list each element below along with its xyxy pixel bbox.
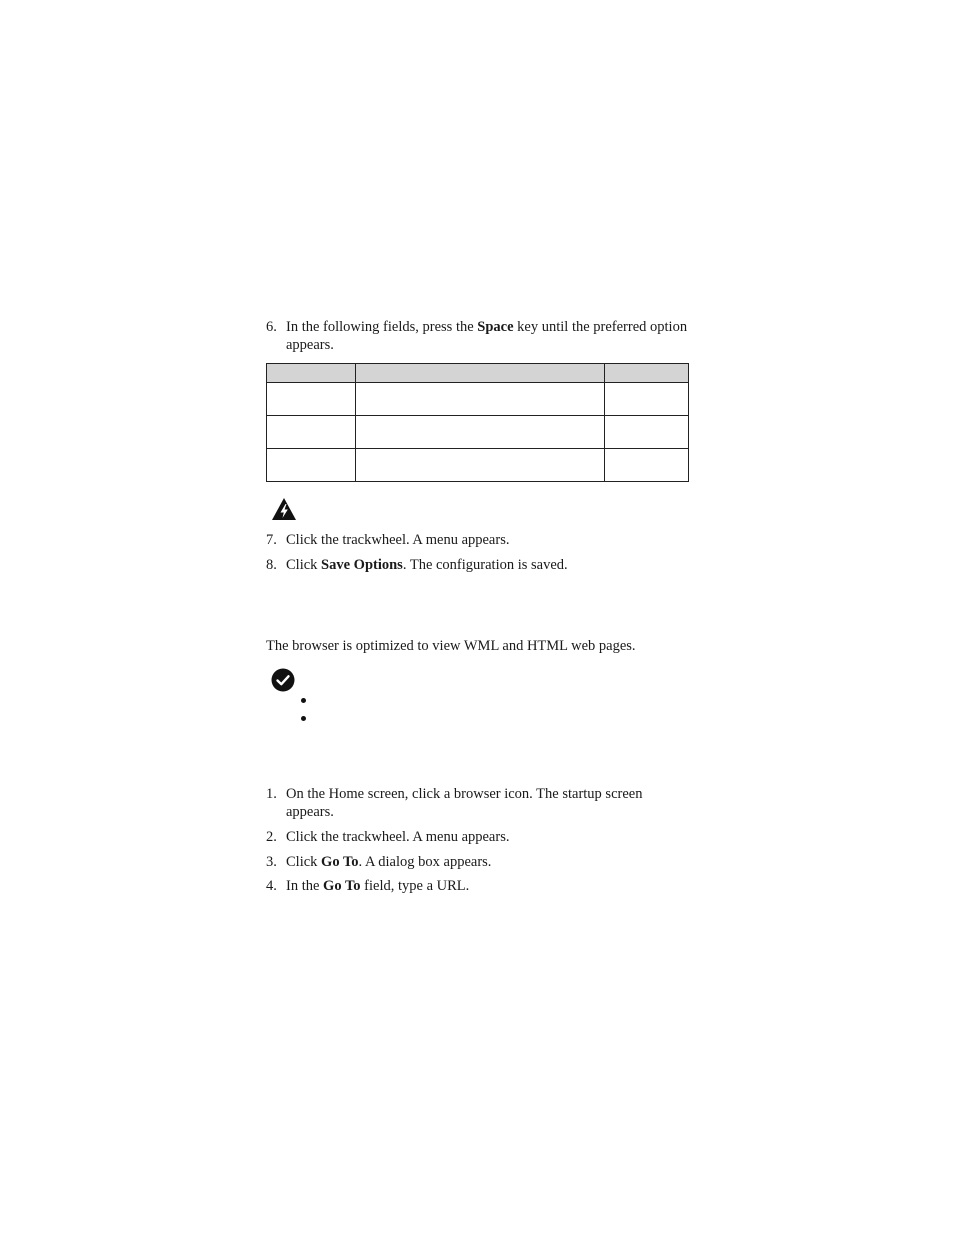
table-row	[267, 383, 689, 416]
step-text: Click Save Options. The configuration is saved.	[286, 557, 568, 573]
go-to-field-term: Go To	[323, 878, 361, 894]
table-header-cell	[356, 364, 605, 383]
go-to-term: Go To	[321, 854, 359, 870]
table-row	[267, 449, 689, 482]
step-number: 2.	[266, 829, 277, 845]
table-cell	[267, 383, 356, 416]
step-number: 1.	[266, 786, 277, 802]
table-row	[267, 416, 689, 449]
table-cell	[267, 449, 356, 482]
step-number: 8.	[266, 557, 277, 573]
step-number: 6.	[266, 319, 277, 335]
table-header-cell	[267, 364, 356, 383]
step-text: Click Go To. A dialog box appears.	[286, 854, 492, 870]
step-text: Click the trackwheel. A menu appears.	[286, 829, 510, 845]
browser-intro: The browser is optimized to view WML and HTML web pages.	[266, 638, 636, 654]
table-header-row	[267, 364, 689, 383]
table-cell	[605, 383, 689, 416]
step-text: In the following fields, press the Space key until the preferred option appears.	[286, 319, 688, 353]
step-number: 4.	[266, 878, 277, 894]
step-text: On the Home screen, click a browser icon. The startup screen appears.	[286, 786, 643, 820]
bullet-marker	[301, 698, 306, 703]
step-text: Click the trackwheel. A menu appears.	[286, 532, 510, 548]
space-key: Space	[477, 319, 514, 335]
step-number: 7.	[266, 532, 277, 548]
table-cell	[605, 416, 689, 449]
checkmark-icon	[271, 668, 295, 692]
table-cell	[356, 383, 605, 416]
table-cell	[356, 416, 605, 449]
options-table	[266, 363, 689, 482]
table-cell	[267, 416, 356, 449]
table-cell	[605, 449, 689, 482]
save-options-term: Save Options	[321, 557, 403, 573]
table-header-cell	[605, 364, 689, 383]
step-text: In the Go To field, type a URL.	[286, 878, 470, 894]
bullet-marker	[301, 716, 306, 721]
step-number: 3.	[266, 854, 277, 870]
table-cell	[356, 449, 605, 482]
warning-icon	[271, 497, 297, 521]
